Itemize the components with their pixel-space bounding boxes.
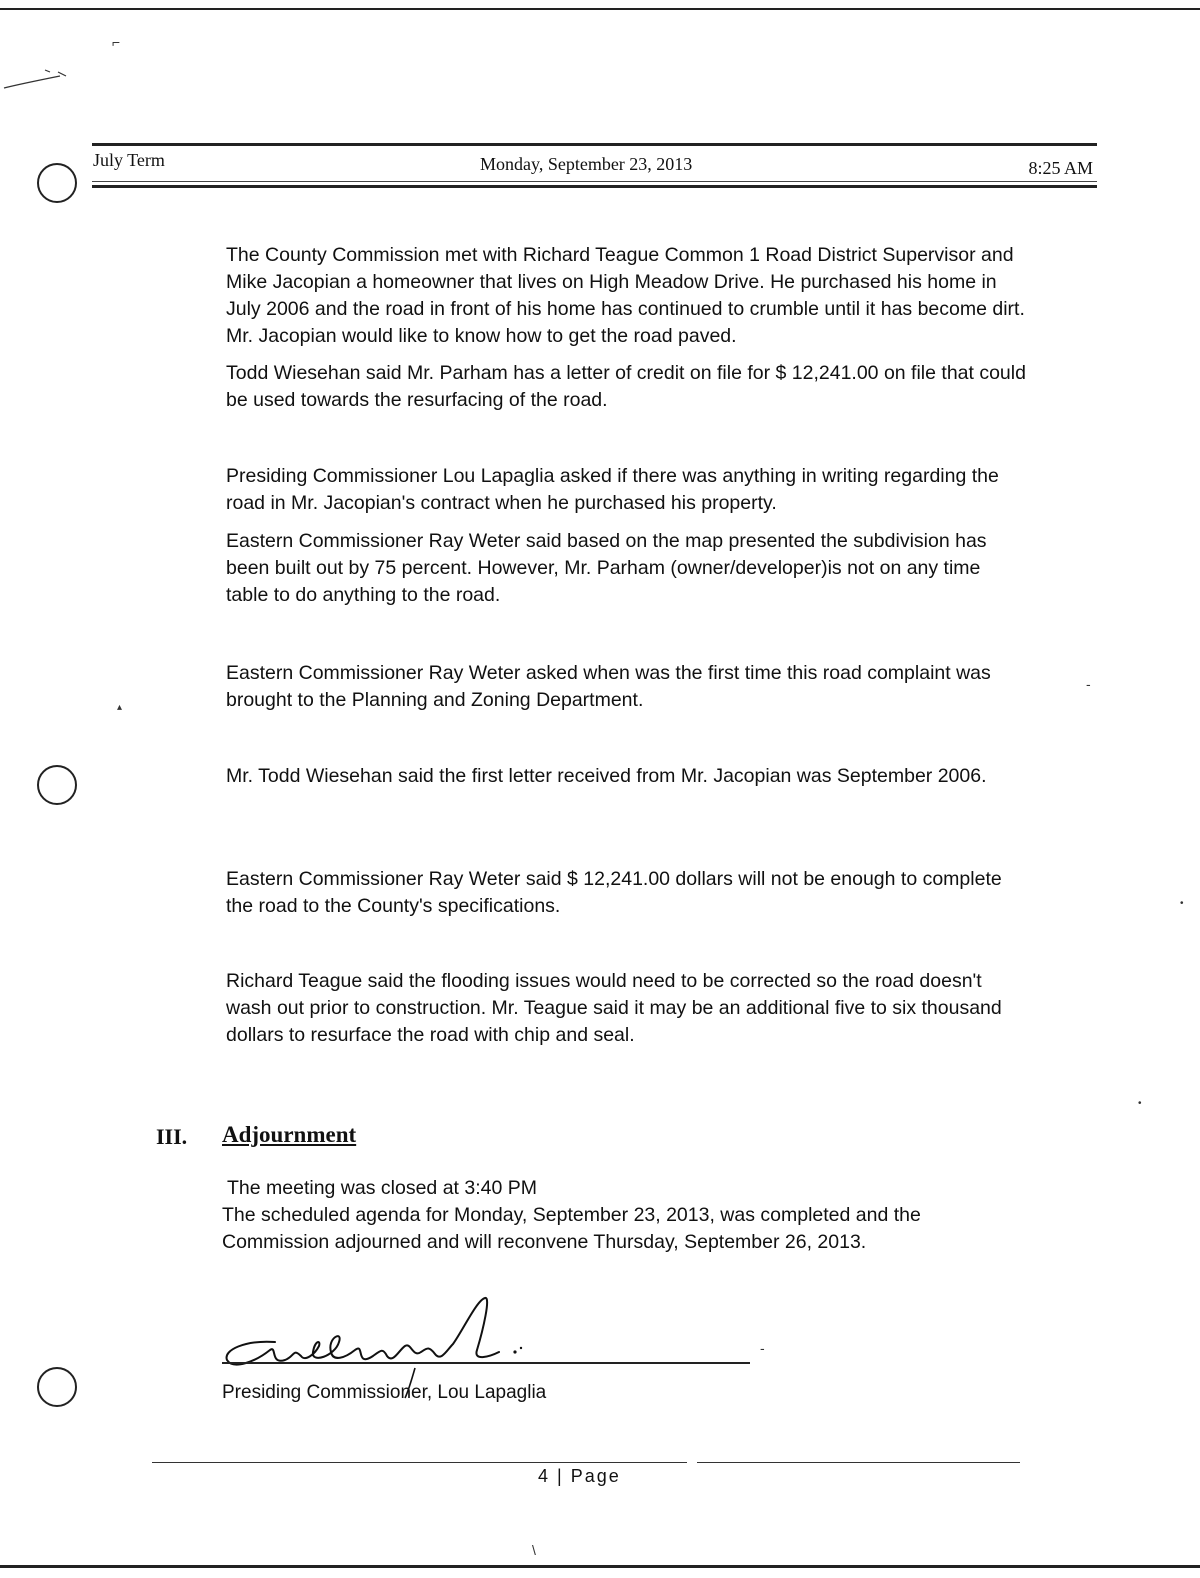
minutes-paragraph: Eastern Commissioner Ray Weter said $ 12,241.00 dollars will not be enough to complete the road to the County's specifications.	[226, 868, 1002, 917]
page-number: 4 | Page	[538, 1466, 621, 1486]
scan-mark: ⌐	[112, 34, 121, 50]
minutes-paragraph: The County Commission met with Richard Teague Common 1 Road District Supervisor and Mike Jacopian a homeowner that lives on High Meadow Drive. He purchased his home in July 2006 and the road in front of his home has continued to crumble until it has become dirt. Mr. Jacopian would like to know how to get the road paved.	[226, 244, 1025, 347]
closing-time-line: The meeting was closed at 3:40 PM	[227, 1177, 537, 1199]
meeting-date: Monday, September 23, 2013	[480, 154, 693, 174]
punch-hole	[37, 765, 77, 805]
closing-agenda-line: The scheduled agenda for Monday, September 23, 2013, was completed and the	[222, 1204, 921, 1226]
minutes-paragraph: Richard Teague said the flooding issues would need to be corrected so the road doesn't wash out prior to construction. Mr. Teague said it may be an additional five to six thousand dollars to resurface the road with chip and seal.	[226, 970, 1002, 1046]
adjournment-text	[222, 1175, 1042, 1256]
scan-mark: •	[1138, 1098, 1142, 1109]
scan-mark: \	[532, 1542, 536, 1558]
section-number: III.	[156, 1124, 188, 1149]
scan-mark: •	[1180, 898, 1184, 909]
minutes-paragraph: Todd Wiesehan said Mr. Parham has a letter of credit on file for $ 12,241.00 on file that could be used towards the resurfacing of the road.	[226, 362, 1026, 411]
scan-scribble	[0, 62, 80, 92]
signer-title: Presiding Commissioner, Lou Lapaglia	[222, 1382, 547, 1403]
signature-line	[222, 1362, 750, 1364]
scan-mark: -	[1086, 676, 1091, 692]
header-rule-bottom	[92, 185, 1097, 188]
term-label: July Term	[93, 150, 165, 170]
punch-hole	[37, 1367, 77, 1407]
minutes-paragraph: Eastern Commissioner Ray Weter asked when was the first time this road complaint was brought to the Planning and Zoning Department.	[226, 662, 991, 711]
minutes-paragraph: Presiding Commissioner Lou Lapaglia asked if there was anything in writing regarding the road in Mr. Jacopian's contract when he purchased his property.	[226, 465, 999, 514]
section-title: Adjournment	[222, 1122, 357, 1147]
footer-rule	[152, 1462, 687, 1463]
header-rule-thin	[92, 181, 1097, 182]
closing-reconvene-line: Commission adjourned and will reconvene Thursday, September 26, 2013.	[222, 1231, 867, 1253]
scan-mark: ▴	[117, 702, 123, 713]
scan-mark: -	[760, 1340, 765, 1356]
header-rule-top	[92, 143, 1097, 146]
punch-hole	[37, 163, 77, 203]
scan-top-border	[0, 8, 1200, 10]
minutes-paragraph: Mr. Todd Wiesehan said the first letter received from Mr. Jacopian was September 2006.	[226, 765, 987, 787]
minutes-paragraph: Eastern Commissioner Ray Weter said based on the map presented the subdivision has been built out by 75 percent. However, Mr. Parham (owner/developer)is not on any time table to do anything to the road.	[226, 530, 987, 606]
footer-rule	[697, 1462, 1020, 1463]
meeting-time: 8:25 AM	[1028, 158, 1093, 178]
scan-bottom-border	[0, 1565, 1200, 1568]
